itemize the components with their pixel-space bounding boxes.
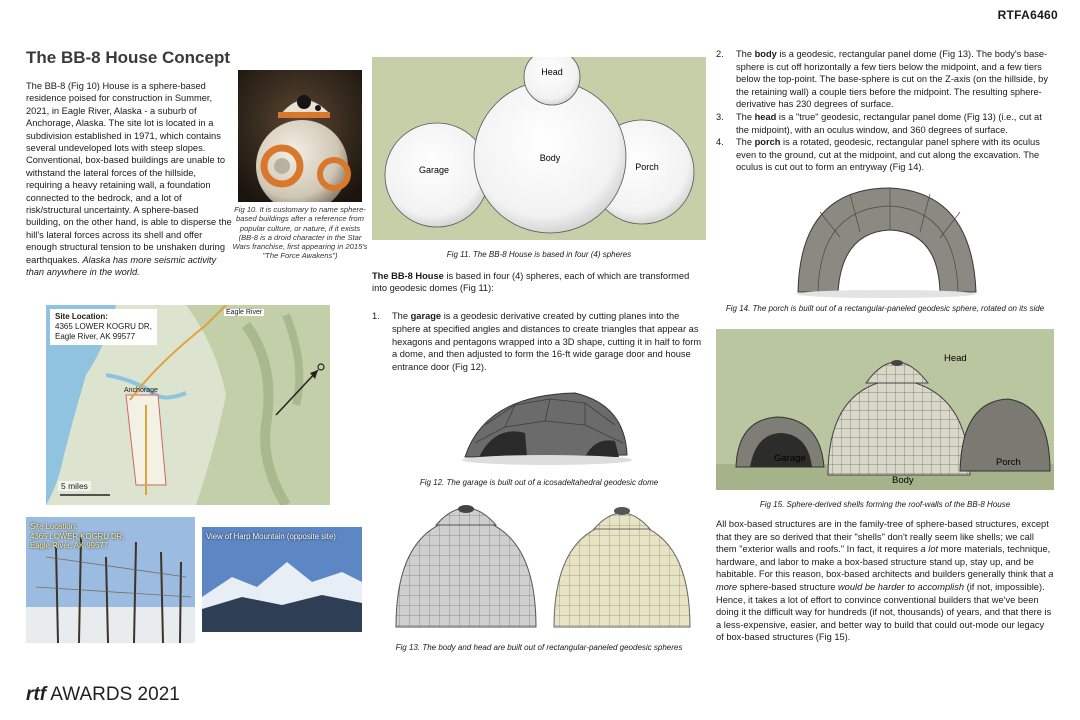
map-label-title: Site Location:: [55, 312, 108, 321]
fig11-label-garage: Garage: [418, 165, 450, 175]
porch-list-item: [716, 136, 1054, 174]
site-photo-caption: [30, 522, 124, 551]
site-photo-line2: Eagle River, AK 99577: [30, 541, 109, 551]
mountain-photo: [202, 527, 362, 632]
sphere-list: [716, 48, 1054, 174]
fig14-caption: Fig 14. The porch is built out of a rectangular-paneled geodesic sphere, rotated on its side: [725, 304, 1045, 313]
list-pre: The: [736, 137, 755, 148]
fig15-label-porch: Porch: [996, 457, 1021, 468]
fig13-caption: Fig 13. The body and head are built out of rectangular-paneled geodesic spheres: [395, 643, 683, 652]
body-list-item: [716, 48, 1054, 111]
map-scale: 5 miles: [58, 481, 91, 491]
head-list-item: [716, 111, 1054, 136]
list-pre: The: [736, 111, 755, 122]
fig15-label-body: Body: [892, 475, 914, 486]
spheres-intro-bold: The BB-8 House: [372, 271, 444, 281]
fig11-spheres-diagram: [372, 57, 706, 240]
list-bold: body: [754, 49, 777, 59]
list-post: is a rotated, geodesic, rectangular panel sphere with its oculus even to the ground, cut at the midpoint, and cut along the excavation. The oculus is cut out to form an entryway (Fig 14).: [736, 137, 1040, 173]
project-code: RTFA6460: [997, 8, 1058, 22]
garage-list-item: [372, 310, 706, 374]
list-pre: The: [392, 311, 411, 321]
intro-paragraph: [26, 80, 234, 279]
site-map: [46, 305, 330, 505]
site-photo-line1: 4365 LOWER KOGRU DR,: [30, 531, 125, 541]
closing-text-4: (if not, impossible). Hence, it takes a lot of effort to convince conventional builders that we've been doing it the difficult way for hundreds (if not, thousands) of years, and that there is a less-expensive, easier, and better way to build that could out-mode our legacy of box-based structures (Fig 15).: [716, 581, 1052, 643]
list-post: is a "true" geodesic, rectangular panel dome (Fig 13) (i.e., cut at the midpoint), with an oculus window, and 360 degrees of surface.: [736, 111, 1042, 135]
closing-text-3: sphere-based structure: [737, 581, 838, 592]
list-post: is a geodesic derivative created by cutting planes into the sphere at specified angles and distances to create triangles that appear as hexagons and pentagons wrapped into a 3D shape, cutting it in half to form a dome, and then adjusted to form the 16-ft wide garage door and house entrance door (Fig 12).: [392, 311, 702, 373]
fig10-caption: Fig 10. It is customary to name sphere-based buildings after a reference from popular culture, or nature, if it exists (BB-8 is a droid character in the Star Wars franchise, first appearing in 2015's "The Force Awakens"): [232, 205, 368, 261]
map-site-label: [50, 309, 157, 345]
fig14-porch-dome: [790, 182, 980, 300]
bb8-photo: [238, 70, 362, 202]
fig11-label-body: Body: [539, 153, 561, 163]
fig12-garage-dome: [455, 385, 635, 470]
logo-text: AWARDS 2021: [50, 684, 180, 705]
closing-text-2: more materials, technique, hardware, and labor to make a box-based structure stand up, stay up, and be habitable. For this reason, box-based architects and builders generally think that: [716, 544, 1051, 580]
fig11-label-porch: Porch: [635, 162, 659, 172]
fig11-label-head: Head: [541, 67, 563, 77]
fig15-label-garage: Garage: [774, 453, 806, 464]
list-text: [736, 111, 1054, 136]
list-number: 3.: [716, 111, 724, 122]
closing-text-1: All box-based structures are in the family-tree of sphere-based structures, except that they are so derived that their "shells" don't really seem like shells; we call them "exterior walls and roofs." In fact, it requires: [716, 519, 1049, 555]
list-number: 1.: [372, 311, 380, 321]
page-title: The BB-8 House Concept: [26, 48, 231, 67]
spheres-intro: [372, 270, 706, 295]
fig11-caption: Fig 11. The BB-8 House is based in four (4) spheres: [446, 250, 632, 259]
closing-italic-2: a more: [716, 569, 1054, 592]
awards-logo: [26, 684, 180, 706]
list-bold: porch: [754, 137, 781, 148]
list-text: [736, 136, 1054, 174]
mountain-photo-caption: View of Harp Mountain (opposite site): [206, 532, 336, 541]
fig15-caption: Fig 15. Sphere-derived shells forming the roof-walls of the BB-8 House: [759, 500, 1011, 509]
list-bold: garage: [410, 311, 442, 321]
list-pre: The: [736, 49, 755, 59]
list-text: [736, 48, 1054, 111]
closing-italic-3: would be harder to accomplish: [837, 581, 965, 592]
map-label-line1: 4365 LOWER KOGRU DR,: [55, 322, 152, 331]
map-place-eagle-river: Eagle River: [226, 309, 263, 316]
list-number: 2.: [716, 49, 724, 59]
fig12-caption: Fig 12. The garage is built out of a icosadeltahedral geodesic dome: [419, 478, 659, 487]
list-bold: head: [754, 111, 777, 122]
intro-italic: Alaska has more seismic activity than anywhere in the world.: [26, 254, 217, 278]
list-text: [392, 310, 706, 374]
spheres-intro-text: is based in four (4) spheres, each of which are transformed into geodesic domes (Fig 11):: [372, 271, 690, 294]
fig15-house-render: [716, 329, 1054, 490]
fig13-body-head-domes: [390, 495, 696, 635]
closing-paragraph: [716, 518, 1054, 644]
site-photo-title: Site Location:: [30, 522, 78, 531]
map-label-line2: Eagle River, AK 99577: [55, 332, 136, 341]
map-place-anchorage: Anchorage: [124, 387, 158, 394]
closing-italic-1: a lot: [920, 544, 939, 555]
logo-mark: rtf: [26, 684, 47, 705]
list-post: is a geodesic, rectangular panel dome (Fig 13). The body's base-sphere is cut off horizontally a few tiers below the midpoint, and a few tiers below the top-point. The base-sphere is cut on the Z-axis (on the hillside, by the retaining wall) a couple tiers before the midpoint. The resulting sphere-derivative has 230 degrees of surface.: [736, 49, 1048, 110]
intro-text: The BB-8 (Fig 10) House is a sphere-based residence poised for construction in Summer, 2021, in Eagle River, Alaska - a suburb of Anchorage, Alaska. The site lot is located in a subdivision established in 1971, which contains several undeveloped lots with steep slopes. Conventional, box-based buildings are unable to withstand the lateral forces of the hillside, requiring a heavy retaining wall, a foundation connected to the bedrock, and a lot of risk/structural uncertainty. A sphere-based building, on the other hand, is able to disperse the hill's lateral forces across its shell and offer enough structural tension to be unshaken during earthquakes.: [26, 81, 232, 265]
list-number: 4.: [716, 137, 724, 148]
site-photo: [26, 517, 195, 643]
fig15-label-head: Head: [944, 353, 967, 364]
